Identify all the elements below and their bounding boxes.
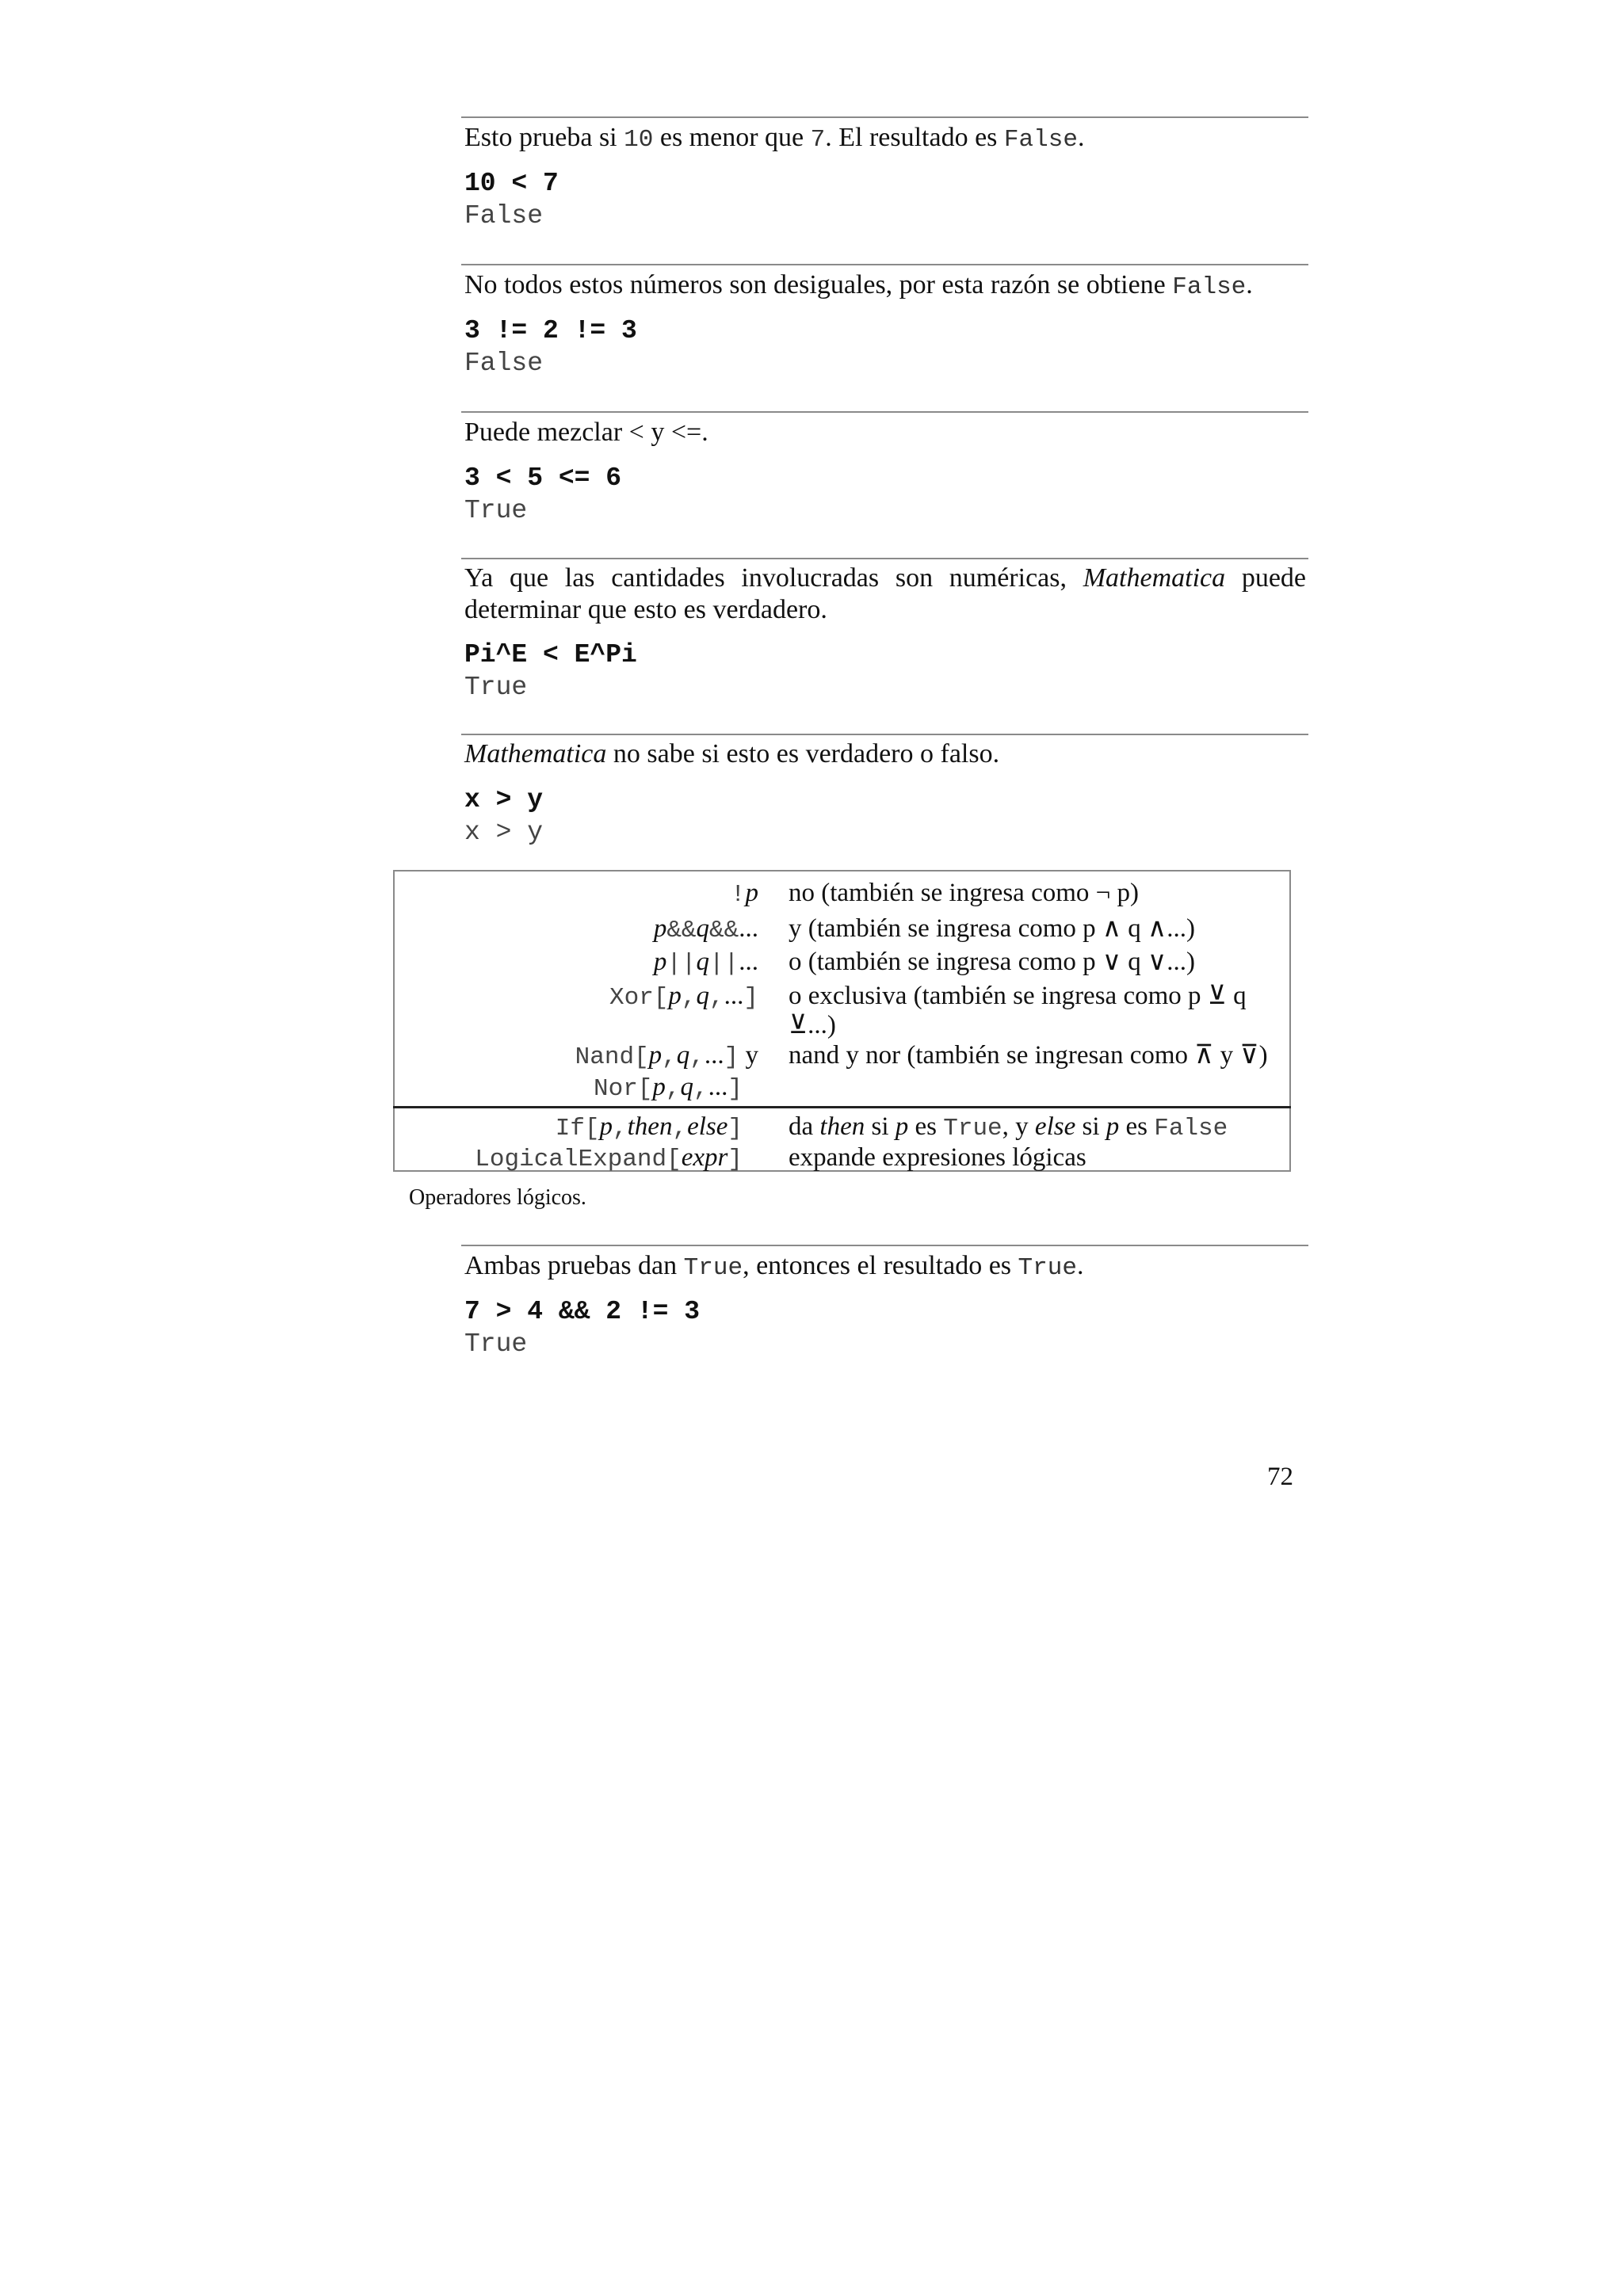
table-cell-left: !p bbox=[730, 879, 758, 909]
table-cell-right-line2: ⊻...) bbox=[789, 1011, 836, 1039]
table-cell-right: y (también se ingresa como p ∧ q ∧...) bbox=[789, 914, 1195, 943]
section-divider bbox=[461, 558, 1308, 559]
table-cell-right: expande expresiones lógicas bbox=[789, 1143, 1086, 1172]
table-caption: Operadores lógicos. bbox=[409, 1185, 586, 1210]
page-number: 72 bbox=[1267, 1463, 1293, 1491]
section-text: Ambas pruebas dan True, entonces el resultado es True. bbox=[464, 1251, 1084, 1282]
section-divider bbox=[461, 411, 1308, 413]
input-cell: 3 < 5 <= 6 bbox=[464, 463, 622, 493]
output-cell: False bbox=[464, 349, 544, 378]
table-cell-left: p||q||... bbox=[653, 948, 758, 978]
table-cell-left: Xor[p,q,...] bbox=[609, 982, 758, 1012]
table-cell-right: o (también se ingresa como p ∨ q ∨...) bbox=[789, 948, 1195, 976]
section-text: Esto prueba si 10 es menor que 7. El resultado es False. bbox=[464, 123, 1085, 154]
output-cell: True bbox=[464, 496, 528, 525]
table-cell-right: da then si p es True, y else si p es False bbox=[789, 1112, 1228, 1142]
output-cell: True bbox=[464, 1329, 528, 1359]
table-cell-right: o exclusiva (también se ingresa como p ⊻ q bbox=[789, 982, 1247, 1010]
section-divider bbox=[461, 1245, 1308, 1246]
table-cell-right: no (también se ingresa como ¬ p) bbox=[789, 879, 1139, 907]
table-cell-left: Nor[p,q,...] bbox=[594, 1073, 743, 1103]
output-cell: x > y bbox=[464, 818, 544, 847]
input-cell: 3 != 2 != 3 bbox=[464, 316, 637, 345]
table-cell-right: nand y nor (también se ingresan como ⊼ y ⊽) bbox=[789, 1041, 1268, 1070]
table-cell-left: LogicalExpand[expr] bbox=[475, 1143, 743, 1173]
table-cell-left: p&&q&&... bbox=[653, 914, 758, 944]
table-cell-left: If[p,then,else] bbox=[555, 1112, 743, 1142]
table-divider bbox=[393, 1106, 1291, 1108]
section-text: Puede mezclar < y <=. bbox=[464, 418, 708, 447]
section-text: Ya que las cantidades involucradas son numéricas, Mathematica puede bbox=[464, 563, 1306, 593]
section-divider bbox=[461, 264, 1308, 265]
output-cell: True bbox=[464, 673, 528, 702]
table-cell-left: Nand[p,q,...] y bbox=[575, 1041, 758, 1071]
section-text: No todos estos números son desiguales, por esta razón se obtiene False. bbox=[464, 270, 1253, 301]
input-cell: 10 < 7 bbox=[464, 169, 559, 198]
input-cell: x > y bbox=[464, 785, 544, 814]
section-text-line2: determinar que esto es verdadero. bbox=[464, 595, 827, 624]
section-divider bbox=[461, 734, 1308, 735]
output-cell: False bbox=[464, 201, 544, 231]
section-divider bbox=[461, 116, 1308, 118]
section-text: Mathematica no sabe si esto es verdadero o falso. bbox=[464, 739, 1000, 769]
input-cell: 7 > 4 && 2 != 3 bbox=[464, 1297, 701, 1326]
input-cell: Pi^E < E^Pi bbox=[464, 640, 637, 669]
